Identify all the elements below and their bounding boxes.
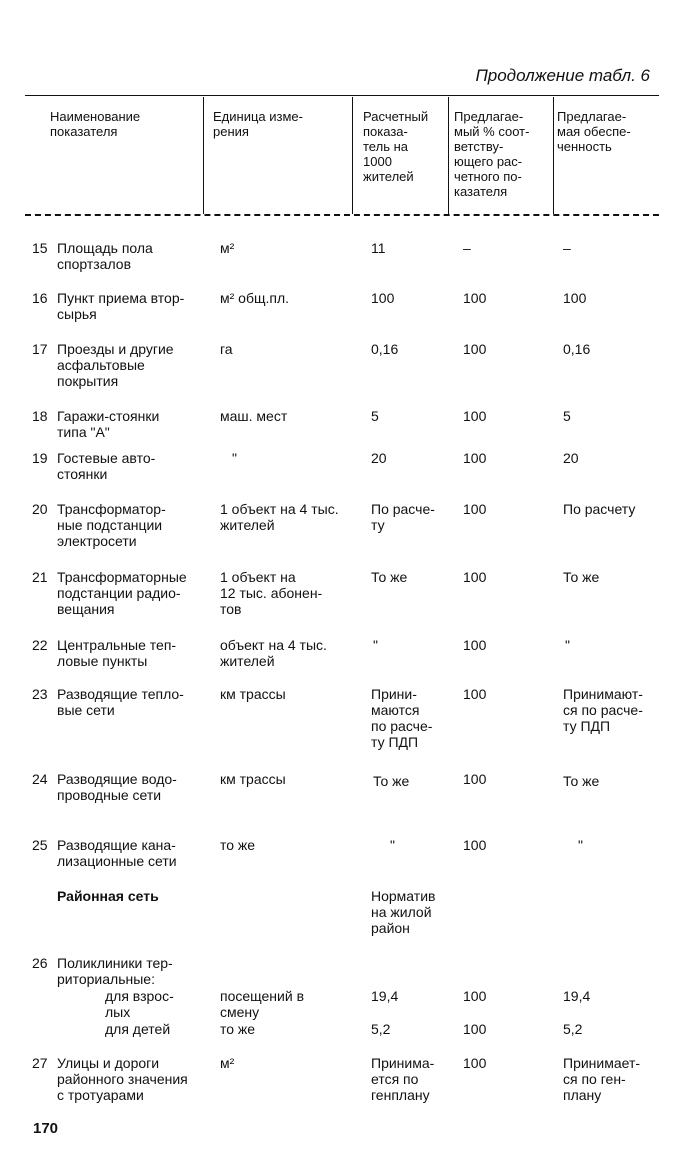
row-provision: 0,16 xyxy=(563,341,591,357)
row-name: Пункт приема втор- сырья xyxy=(57,290,185,322)
row-percent: 100 xyxy=(463,450,487,466)
row-percent: 100 xyxy=(463,290,487,306)
row-calc: То же xyxy=(371,569,408,585)
subrow-percent: 100 xyxy=(463,1021,487,1037)
subrow-provision: 19,4 xyxy=(563,988,591,1004)
row-number: 24 xyxy=(32,771,48,787)
row-unit: м² общ.пл. xyxy=(220,290,290,306)
row-name: Трансформаторные подстанции радио- вещания xyxy=(57,569,187,617)
row-calc: Принима- ется по генплану xyxy=(371,1055,435,1103)
row-name: Улицы и дороги районного значения с тротуарами xyxy=(57,1055,188,1103)
row-unit: объект на 4 тыс. жителей xyxy=(220,637,327,669)
subrow-provision: 5,2 xyxy=(563,1021,583,1037)
row-unit: то же xyxy=(220,837,256,853)
subrow-unit: то же xyxy=(220,1021,256,1037)
row-name: Трансформатор- ные подстанции электросети xyxy=(57,501,166,549)
row-percent: 100 xyxy=(463,771,487,787)
section-norm: Норматив на жилой район xyxy=(371,888,436,936)
row-name: Разводящие водо- проводные сети xyxy=(57,771,177,803)
subrow-percent: 100 xyxy=(463,988,487,1004)
row-percent: 100 xyxy=(463,637,487,653)
row-percent: – xyxy=(463,240,471,256)
row-name: Центральные теп- ловые пункты xyxy=(57,637,177,669)
row-percent: 100 xyxy=(463,569,487,585)
table-caption: Продолжение табл. 6 xyxy=(475,66,650,85)
subrow-calc: 5,2 xyxy=(371,1021,391,1037)
header-bottom-rule xyxy=(25,214,659,216)
row-calc: 100 xyxy=(371,290,395,306)
row-number: 21 xyxy=(32,569,48,585)
row-calc: То же xyxy=(373,773,410,789)
subrow-calc: 19,4 xyxy=(371,988,399,1004)
row-number: 18 xyxy=(32,408,48,424)
column-divider-2 xyxy=(352,97,353,214)
subrow-name: для взрос- лых xyxy=(105,988,174,1020)
row-provision: " xyxy=(565,637,570,653)
row-provision: Принимают- ся по расче- ту ПДП xyxy=(563,686,643,734)
row-provision: – xyxy=(563,240,571,256)
row-calc: " xyxy=(373,637,378,653)
row-unit: км трассы xyxy=(220,686,286,702)
row-percent: 100 xyxy=(463,1055,487,1071)
row-provision: Принимает- ся по ген- плану xyxy=(563,1055,641,1103)
row-number: 17 xyxy=(32,341,48,357)
column-divider-3 xyxy=(448,97,449,214)
row-name: Проезды и другие асфальтовые покрытия xyxy=(57,341,174,389)
row-number: 19 xyxy=(32,450,48,466)
row-name: Гаражи-стоянки типа "А" xyxy=(57,408,160,440)
row-calc: 5 xyxy=(371,408,379,424)
row-unit: км трассы xyxy=(220,771,286,787)
row-percent: 100 xyxy=(463,408,487,424)
row-provision: По расчету xyxy=(563,501,636,517)
row-calc: По расче- ту xyxy=(371,501,435,533)
column-divider-1 xyxy=(203,97,204,214)
row-unit: " xyxy=(232,450,237,466)
row-name: Разводящие кана- лизационные сети xyxy=(57,837,177,869)
row-unit: 1 объект на 12 тыс. абонен- тов xyxy=(220,569,323,617)
row-number: 16 xyxy=(32,290,48,306)
row-number: 22 xyxy=(32,637,48,653)
header-calc: Расчетный показа- тель на 1000 жителей xyxy=(363,109,429,184)
row-calc: 11 xyxy=(371,240,386,256)
row-provision: 5 xyxy=(563,408,571,424)
subrow-unit: посещений в смену xyxy=(220,988,304,1020)
row-provision: 100 xyxy=(563,290,587,306)
row-unit: м² xyxy=(220,1055,235,1071)
row-number: 25 xyxy=(32,837,48,853)
row-number: 20 xyxy=(32,501,48,517)
row-name: Гостевые авто- стоянки xyxy=(57,450,156,482)
row-name: Площадь пола спортзалов xyxy=(57,240,153,272)
section-heading: Районная сеть xyxy=(57,888,159,904)
table-top-rule xyxy=(25,95,659,96)
row-unit: м² xyxy=(220,240,235,256)
row-unit: 1 объект на 4 тыс. жителей xyxy=(220,501,339,533)
row-percent: 100 xyxy=(463,501,487,517)
row-number: 23 xyxy=(32,686,48,702)
row-provision: То же xyxy=(563,569,600,585)
row-calc: 0,16 xyxy=(371,341,399,357)
header-provision: Предлагае- мая обеспе- ченность xyxy=(557,109,631,154)
subrow-name: для детей xyxy=(105,1021,171,1037)
row-number: 26 xyxy=(32,955,48,971)
row-calc: Прини- маются по расче- ту ПДП xyxy=(371,686,433,750)
row-provision: 20 xyxy=(563,450,579,466)
row-number: 15 xyxy=(32,240,48,256)
row-calc: " xyxy=(390,837,395,853)
row-name: Поликлиники тер- риториальные: xyxy=(57,955,173,987)
header-percent: Предлагае- мый % соот- ветству- ющего рас- четного по- казателя xyxy=(454,109,530,199)
header-name: Наименование показателя xyxy=(50,109,141,139)
row-unit: маш. мест xyxy=(220,408,288,424)
row-provision: То же xyxy=(563,773,600,789)
header-unit: Единица изме- рения xyxy=(213,109,303,139)
row-calc: 20 xyxy=(371,450,387,466)
row-unit: га xyxy=(220,341,233,357)
row-percent: 100 xyxy=(463,686,487,702)
row-percent: 100 xyxy=(463,837,487,853)
row-name: Разводящие тепло- вые сети xyxy=(57,686,184,718)
row-provision: " xyxy=(578,837,583,853)
page-number: 170 xyxy=(33,1120,59,1137)
row-number: 27 xyxy=(32,1055,48,1071)
row-percent: 100 xyxy=(463,341,487,357)
